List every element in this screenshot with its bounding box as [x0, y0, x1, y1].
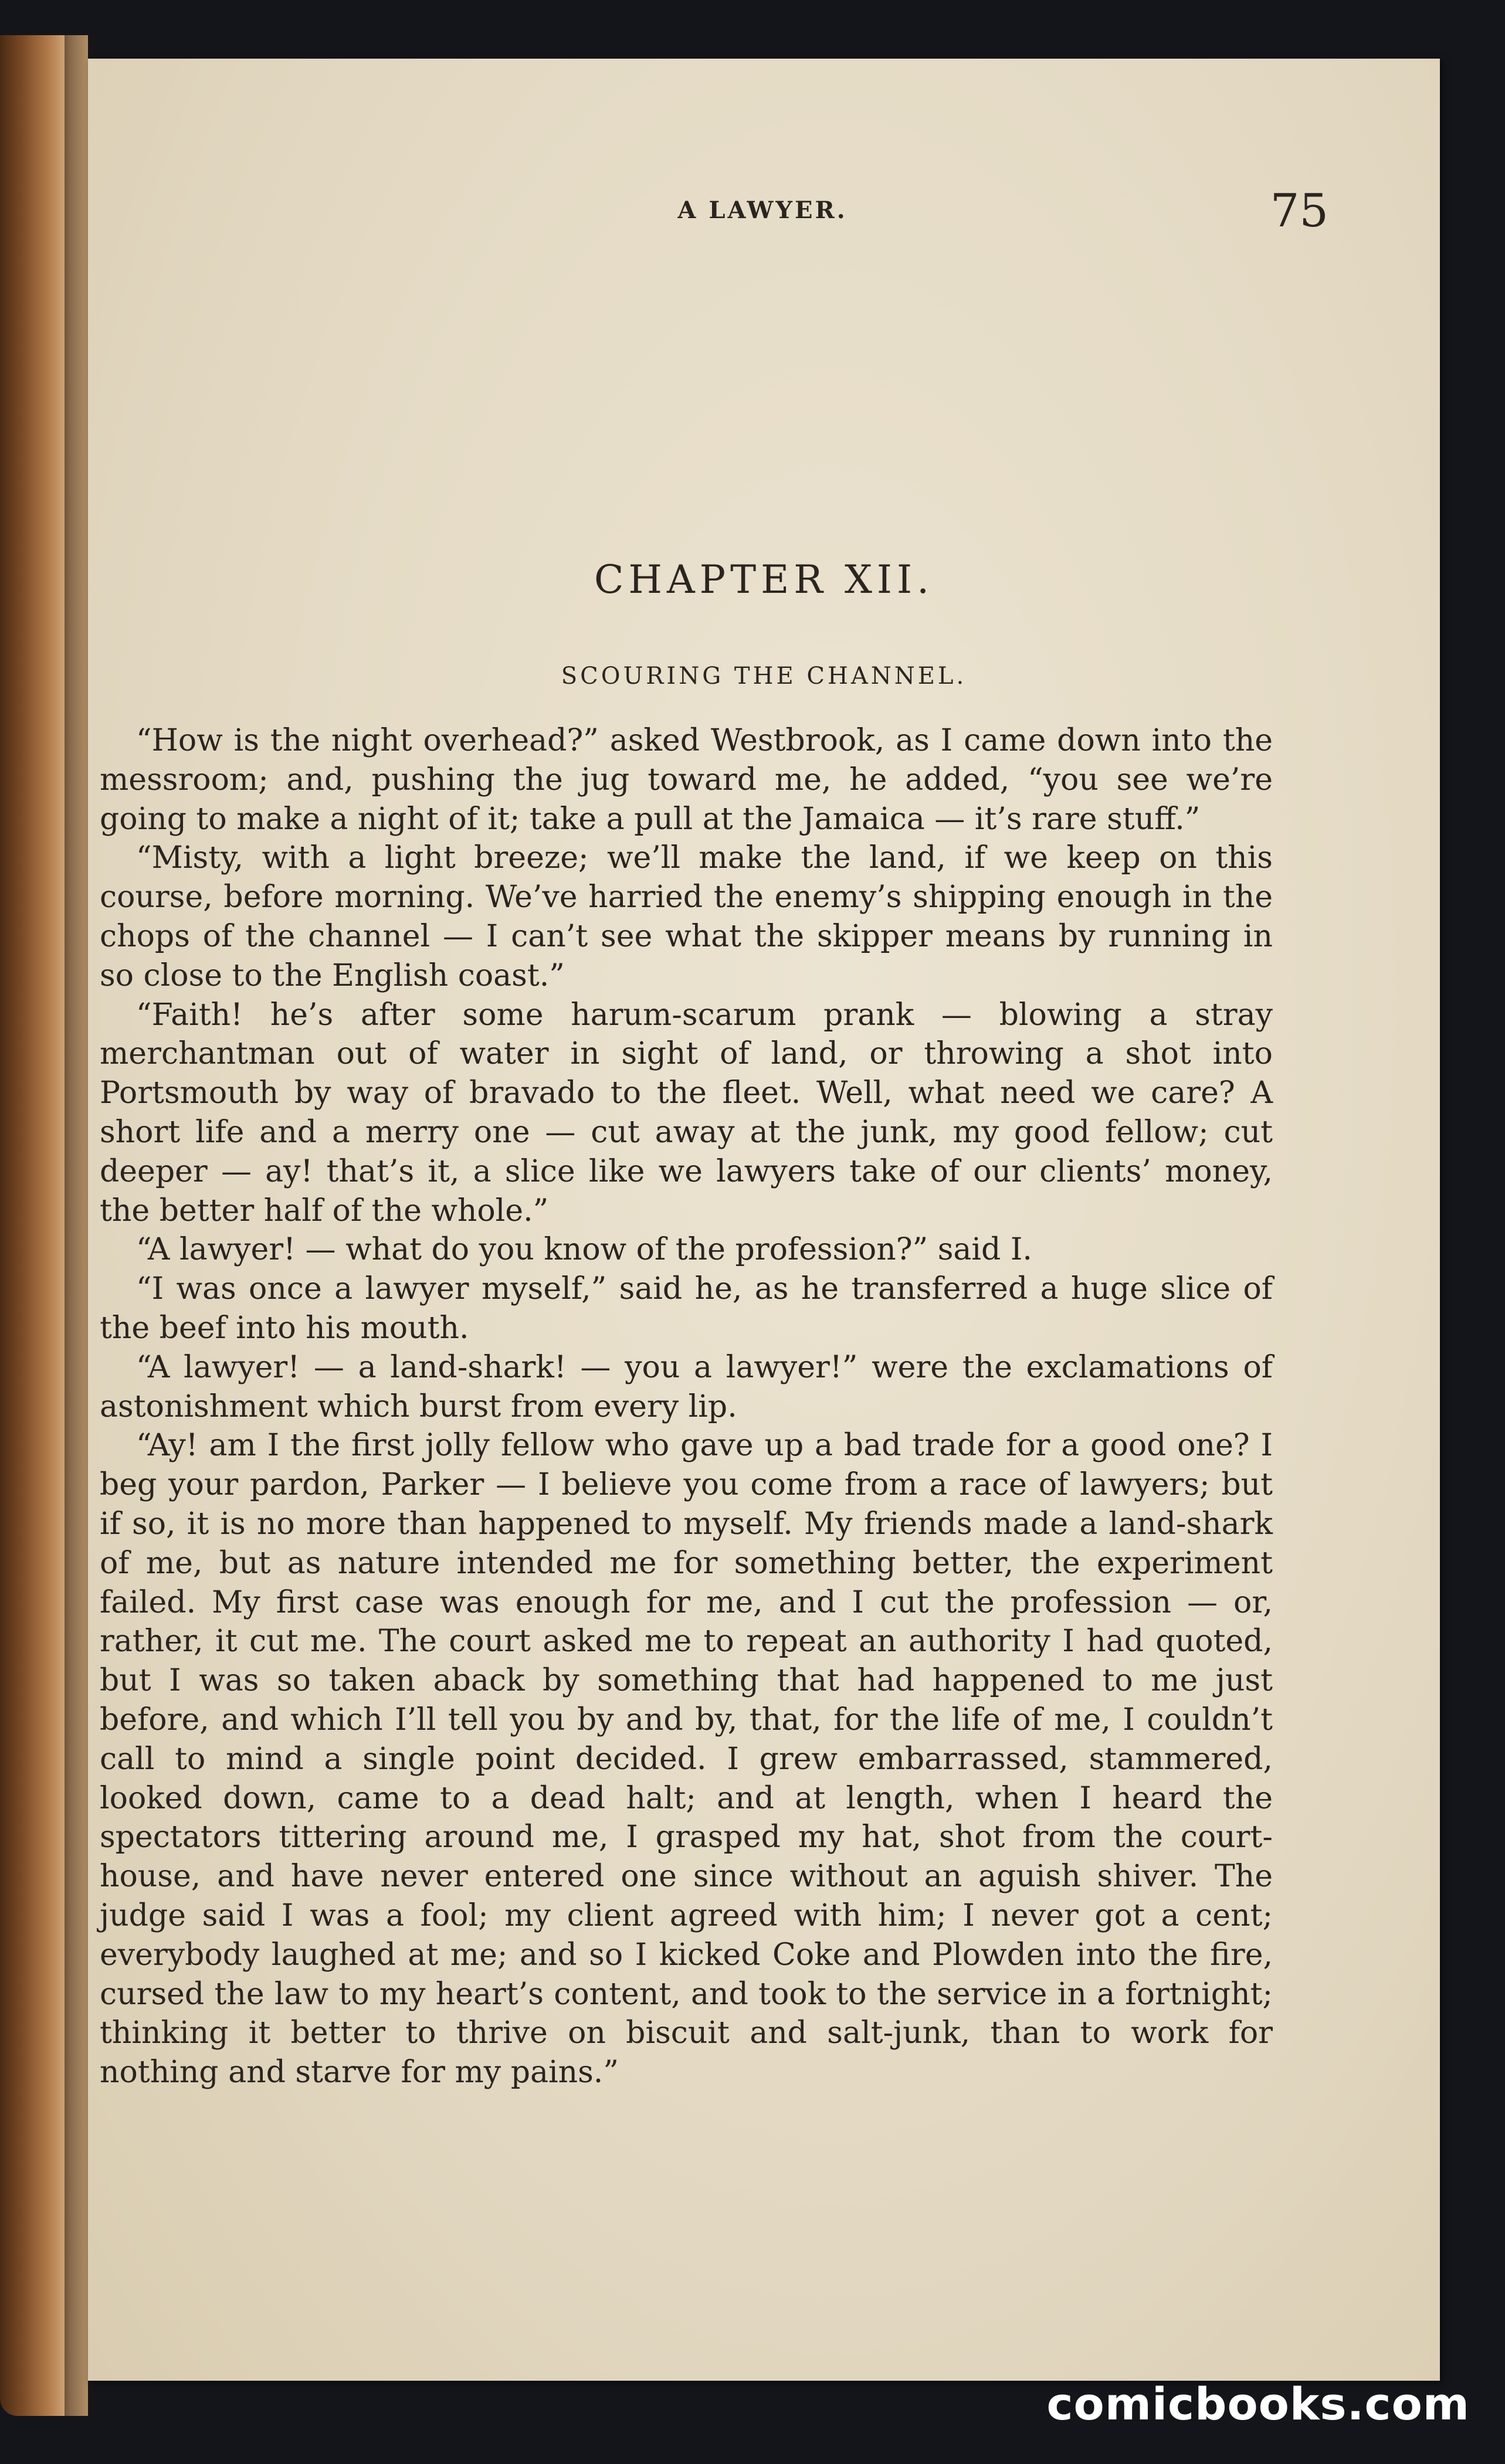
running-head: A LAWYER.	[677, 196, 848, 224]
paragraph: “A lawyer! — a land-shark! — you a lawyer!” were the exclamations of astonishment which burst from every lip.	[100, 1349, 1273, 1424]
body-text	[100, 721, 1273, 2092]
paragraph: “How is the night overhead?” asked Westbrook, as I came down into the messroom; and, pushing the jug toward me, he added, “you see we’re going to make a night of it; take a pull at the Jamaica — it’s rare stuff.”	[100, 723, 1273, 837]
book-page	[88, 59, 1440, 2381]
site-watermark: comicbooks.com	[1046, 2378, 1470, 2430]
paragraph: “I was once a lawyer myself,” said he, as he transferred a huge slice of the beef into his mouth.	[100, 1271, 1273, 1346]
paragraph: “A lawyer! — what do you know of the profession?” said I.	[136, 1232, 1032, 1268]
chapter-subtitle: SCOURING THE CHANNEL.	[561, 663, 967, 690]
paragraph: “Faith! he’s after some harum-scarum prank — blowing a stray merchantman out of water in sight of land, or throwing a shot into Portsmouth by way of bravado to the fleet. Well, what need we care? A short life and a merry one — cut away at the junk, my good fellow; cut deeper — ay! that’s it, a slice like we lawyers take of our clients’ money, the better half of the whole.”	[100, 997, 1273, 1228]
paragraph: “Ay! am I the first jolly fellow who gave up a bad trade for a good one? I beg your pardon, Parker — I believe you come from a race of lawyers; but if so, it is no more than happened to myself. My friends made a land-shark of me, but as nature intended me for something better, the experiment failed. My first case was enough for me, and I cut the profession — or, rather, it cut me. The court asked me to repeat an authority I had quoted, but I was so taken aback by something that had happened to me just before, and which I’ll tell you by and by, that, for the life of me, I couldn’t call to mind a single point decided. I grew embarrassed, stammered, looked down, came to a dead halt; and at length, when I heard the spectators tittering around me, I grasped my hat, shot from the court-house, and have never entered one since without an aguish shiver. The judge said I was a fool; my client agreed with him; I never got a cent; everybody laughed at me; and so I kicked Coke and Plowden into the fire, cursed the law to my heart’s content, and took to the service in a fortnight; thinking it better to thrive on biscuit and salt-junk, than to work for nothing and starve for my pains.”	[100, 1428, 1273, 2090]
page-number: 75	[1270, 185, 1328, 237]
page-header	[88, 185, 1440, 243]
chapter-title: CHAPTER XII.	[594, 557, 934, 602]
paragraph: “Misty, with a light breeze; we’ll make the land, if we keep on this course, before morning. We’ve harried the enemy’s shipping enough in the chops of the channel — I can’t see what the skipper means by running in so close to the English coast.”	[100, 840, 1273, 993]
